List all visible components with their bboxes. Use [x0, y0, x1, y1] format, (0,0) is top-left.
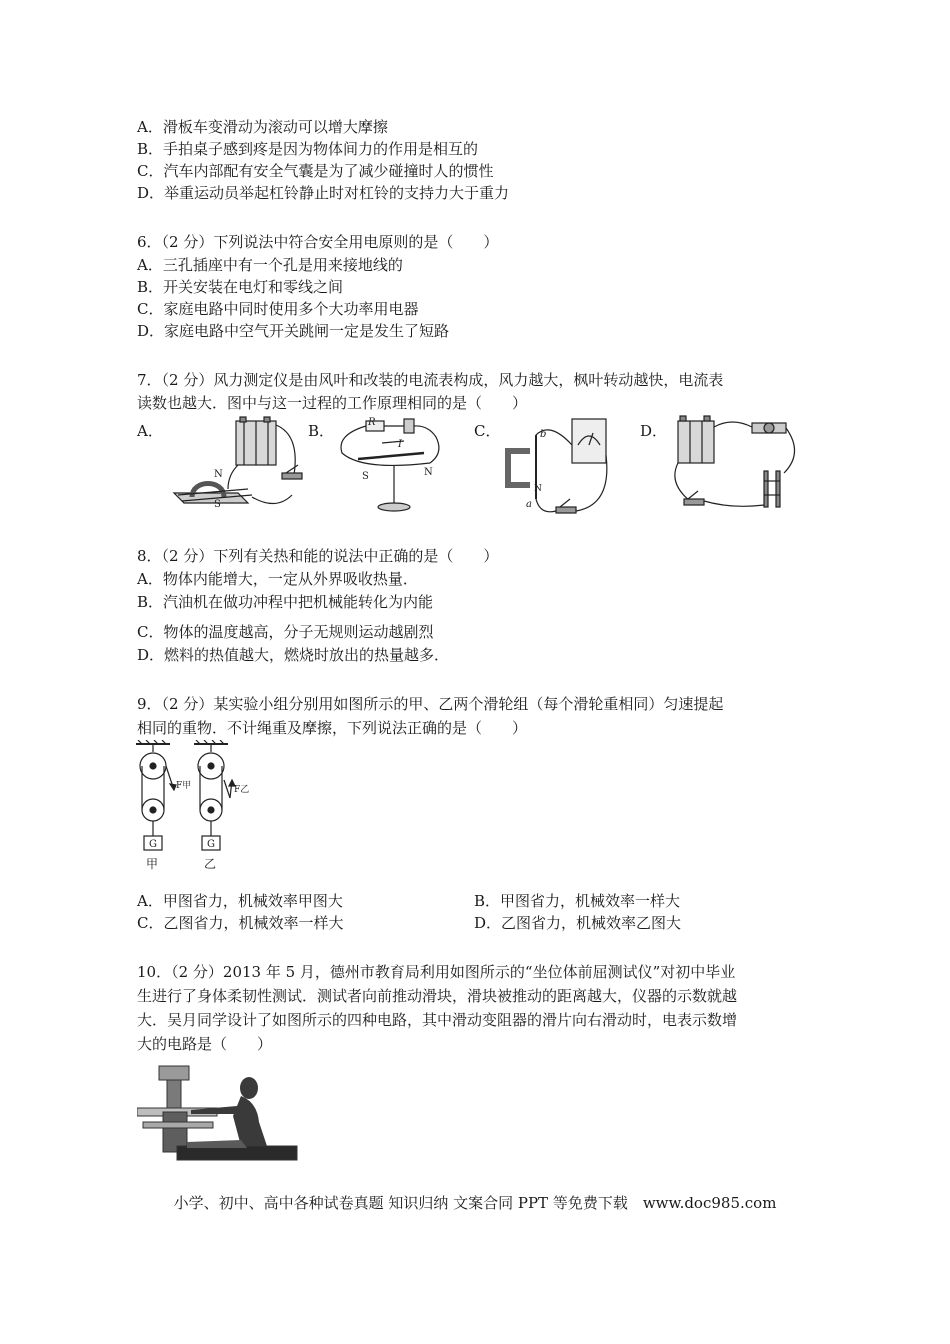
q10-stem-line1: 10．（2 分）2013 年 5 月，德州市教育局利用如图所示的“坐位体前屈测试仪”对初中毕业: [137, 963, 736, 981]
q9-caption-yi: 乙: [204, 857, 217, 871]
q8-option-d: D．燃料的热值越大，燃烧时放出的热量越多．: [137, 646, 450, 664]
page-footer: 小学、初中、高中各种试卷真题 知识归纳 文案合同 PPT 等免费下载 www.doc985.com: [173, 1194, 777, 1212]
q8-option-b: B．汽油机在做功冲程中把机械能转化为内能: [137, 593, 434, 611]
q10-stem-line2: 生进行了身体柔韧性测试．测试者向前推动滑块，滑块被推动的距离越大，仪器的示数就越: [137, 987, 738, 1005]
q7-stem-line1: 7．（2 分）风力测定仪是由风叶和改装的电流表构成，风力越大，枫叶转动越快，电流表: [137, 371, 724, 389]
q6-option-b: B．开关安装在电灯和零线之间: [137, 278, 344, 296]
q10-stem-line3: 大．吴月同学设计了如图所示的四种电路，其中滑动变阻器的滑片向右滑动时，电表示数增: [137, 1011, 738, 1029]
q5-option-c: C．汽车内部配有安全气囊是为了减少碰撞时人的惯性: [137, 162, 494, 180]
q6-stem: 6．（2 分）下列说法中符合安全用电原则的是（ ）: [137, 233, 499, 251]
q9-weight-jia-label: G: [149, 839, 157, 850]
q5-option-b: B．手拍桌子感到疼是因为物体间力的作用是相互的: [137, 140, 479, 158]
q7-fig-a-n-label: N: [214, 469, 223, 480]
q10-stem-line4: 大的电路是（ ）: [137, 1035, 273, 1053]
q7-fig-b-s-label: S: [362, 471, 369, 482]
q9-weight-yi-label: G: [207, 839, 215, 850]
q10-sit-and-reach-photo: [137, 1062, 299, 1164]
q7-figure-d: [672, 413, 802, 513]
q6-option-c: C．家庭电路中同时使用多个大功率用电器: [137, 300, 419, 318]
q9-option-d: D．乙图省力，机械效率乙图大: [474, 914, 682, 932]
q7-fig-b-r-label: R: [368, 417, 376, 428]
q7-label-c: C．: [474, 422, 501, 440]
q9-caption-jia: 甲: [146, 857, 159, 871]
q8-option-c: C．物体的温度越高，分子无规则运动越剧烈: [137, 623, 434, 641]
q9-option-a: A．甲图省力，机械效率甲图大: [137, 892, 343, 910]
q7-fig-c-b-label: b: [540, 429, 547, 440]
q7-figure-c: [500, 415, 620, 523]
q9-option-c: C．乙图省力，机械效率一样大: [137, 914, 344, 932]
q8-stem: 8．（2 分）下列有关热和能的说法中正确的是（ ）: [137, 547, 499, 565]
q8-option-a: A．物体内能增大，一定从外界吸收热量．: [137, 570, 418, 588]
q5-option-a: A．滑板车变滑动为滚动可以增大摩擦: [137, 118, 388, 136]
q7-fig-c-a-label: a: [526, 499, 532, 510]
q6-option-a: A．三孔插座中有一个孔是用来接地线的: [137, 256, 403, 274]
q7-label-d: D．: [640, 422, 668, 440]
q7-figure-b: [332, 413, 462, 518]
q5-option-d: D．举重运动员举起杠铃静止时对杠铃的支持力大于重力: [137, 184, 510, 202]
q9-pulley-figure: [134, 740, 254, 875]
q7-figure-a: [168, 415, 308, 515]
q7-label-a: A．: [137, 422, 163, 440]
q7-fig-a-s-label: S: [214, 499, 221, 510]
q7-fig-b-n-label: N: [424, 467, 433, 478]
q9-stem-line1: 9．（2 分）某实验小组分别用如图所示的甲、乙两个滑轮组（每个滑轮重相同）匀速提起: [137, 695, 724, 713]
q7-fig-c-n-label: N: [534, 484, 542, 494]
q7-label-b: B．: [308, 422, 335, 440]
q9-force-jia-label: F甲: [176, 781, 192, 791]
q7-stem-line2: 读数也越大．图中与这一过程的工作原理相同的是（ ）: [137, 394, 528, 412]
q7-fig-b-i-label: I: [398, 439, 402, 450]
q9-option-b: B．甲图省力，机械效率一样大: [474, 892, 681, 910]
q9-stem-line2: 相同的重物．不计绳重及摩擦，下列说法正确的是（ ）: [137, 719, 528, 737]
q9-force-yi-label: F乙: [234, 785, 250, 795]
q6-option-d: D．家庭电路中空气开关跳闸一定是发生了短路: [137, 322, 450, 340]
